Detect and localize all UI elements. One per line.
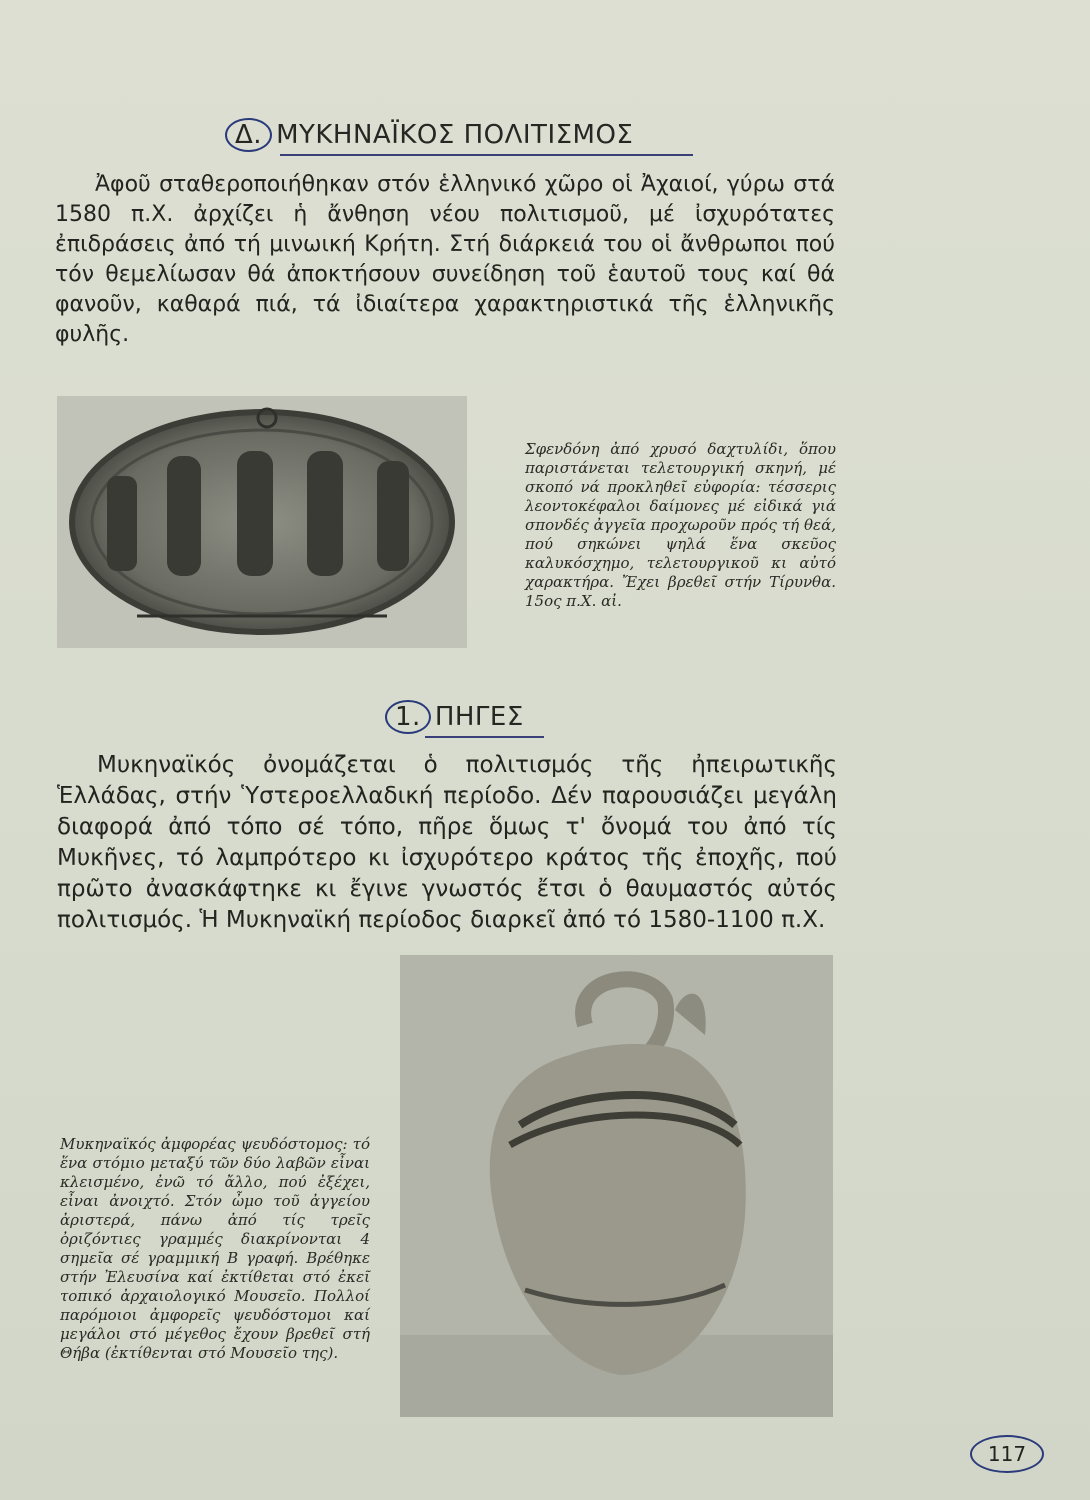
section-heading-sources	[385, 700, 524, 734]
page-number: 117	[970, 1435, 1044, 1473]
amphora-illustration	[400, 955, 833, 1417]
sources-paragraph: Μυκηναϊκός ὀνομάζεται ὁ πολιτισμός τῆς ἠπειρωτικῆς Ἑλλάδας, στήν Ὑστεροελλαδική περίοδο. Δέν παρουσιάζει μεγάλη διαφορά ἀπό τόπο σέ τόπο, πῆρε ὅμως τ' ὄνομά του ἀπό τίς Μυκῆνες, τό λαμπρότερο κι ἰσχυρότερο κράτος τῆς ἐποχῆς, πού πρῶτο ἀνασκάφτηκε κι ἔγινε γνωστός ἔτσι ὁ θαυμαστός αὐτός πολιτισμός. Ἡ Μυκηναϊκή περίοδος διαρκεῖ ἀπό τό 1580-1100 π.Χ.	[57, 752, 837, 933]
heading-underline	[425, 736, 544, 738]
section-marker-1: 1.	[385, 700, 431, 734]
amphora-caption: Μυκηναϊκός ἀμφορέας ψευδόστομος: τό ἕνα στόμιο μεταξύ τῶν δύο λαβῶν εἶναι κλεισμένο, ἐνῶ τό ἄλλο, πού ἐξέχει, εἶναι ἀνοιχτό. Στόν ὦμο τοῦ ἀγγείου ἀριστερά, πάνω ἀπό τίς τρεῖς ὀριζόντιες γραμμές διακρίνονται 4 σημεῖα σέ γραμμική Β γραφή. Βρέθηκε στήν Ἐλευσίνα καί ἐκτίθεται στό ἐκεῖ τοπικό ἀρχαιολογικό Μουσεῖο. Πολλοί παρόμοιοι ἀμφορεῖς ψευδόστομοι καί μεγάλοι στό μέγεθος ἔχουν βρεθεῖ στή Θήβα (ἐκτίθενται στό Μουσεῖο της).	[60, 1135, 370, 1362]
ring-illustration	[57, 396, 467, 648]
ring-caption: Σφενδόνη ἀπό χρυσό δαχτυλίδι, ὅπου παριστάνεται τελετουργική σκηνή, μέ σκοπό νά προκληθεῖ εὐφορία: τέσσερις λεοντοκέφαλοι δαίμονες μέ εἰδικά γιά σπονδές ἀγγεῖα προχωροῦν πρός τή θεά, πού σηκώνει ψηλά ἕνα σκεῦος καλυκόσχημο, τελετουργικοῦ κι αὐτό χαρακτήρα. Ἔχει βρεθεῖ στήν Τίρυνθα. 15ος π.Χ. αἰ.	[525, 440, 836, 610]
section-title: ΠΗΓΕΣ	[434, 702, 524, 732]
section-heading-mycenaean-civilization	[225, 118, 633, 152]
section-title: ΜΥΚΗΝΑΪΚΟΣ ΠΟΛΙΤΙΣΜΟΣ	[276, 120, 634, 150]
heading-underline	[280, 154, 693, 156]
intro-paragraph: Ἀφοῦ σταθεροποιήθηκαν στόν ἑλληνικό χῶρο οἱ Ἀχαιοί, γύρω στά 1580 π.Χ. ἀρχίζει ἡ ἄνθηση νέου πολιτισμοῦ, μέ ἰσχυρότατες ἐπιδράσεις ἀπό τή μινωική Κρήτη. Στή διάρκειά του οἱ ἄνθρωποι πού τόν θεμελίωσαν θά ἀποκτήσουν συνείδηση τοῦ ἑαυτοῦ τους καί θά φανοῦν, καθαρά πιά, τά ἰδιαίτερα χαρακτηριστικά τῆς ἑλληνικῆς φυλῆς.	[55, 172, 835, 347]
section-marker-d: Δ.	[225, 118, 272, 152]
amphora-photo	[400, 955, 833, 1417]
gold-ring-bezel-photo	[57, 396, 467, 648]
